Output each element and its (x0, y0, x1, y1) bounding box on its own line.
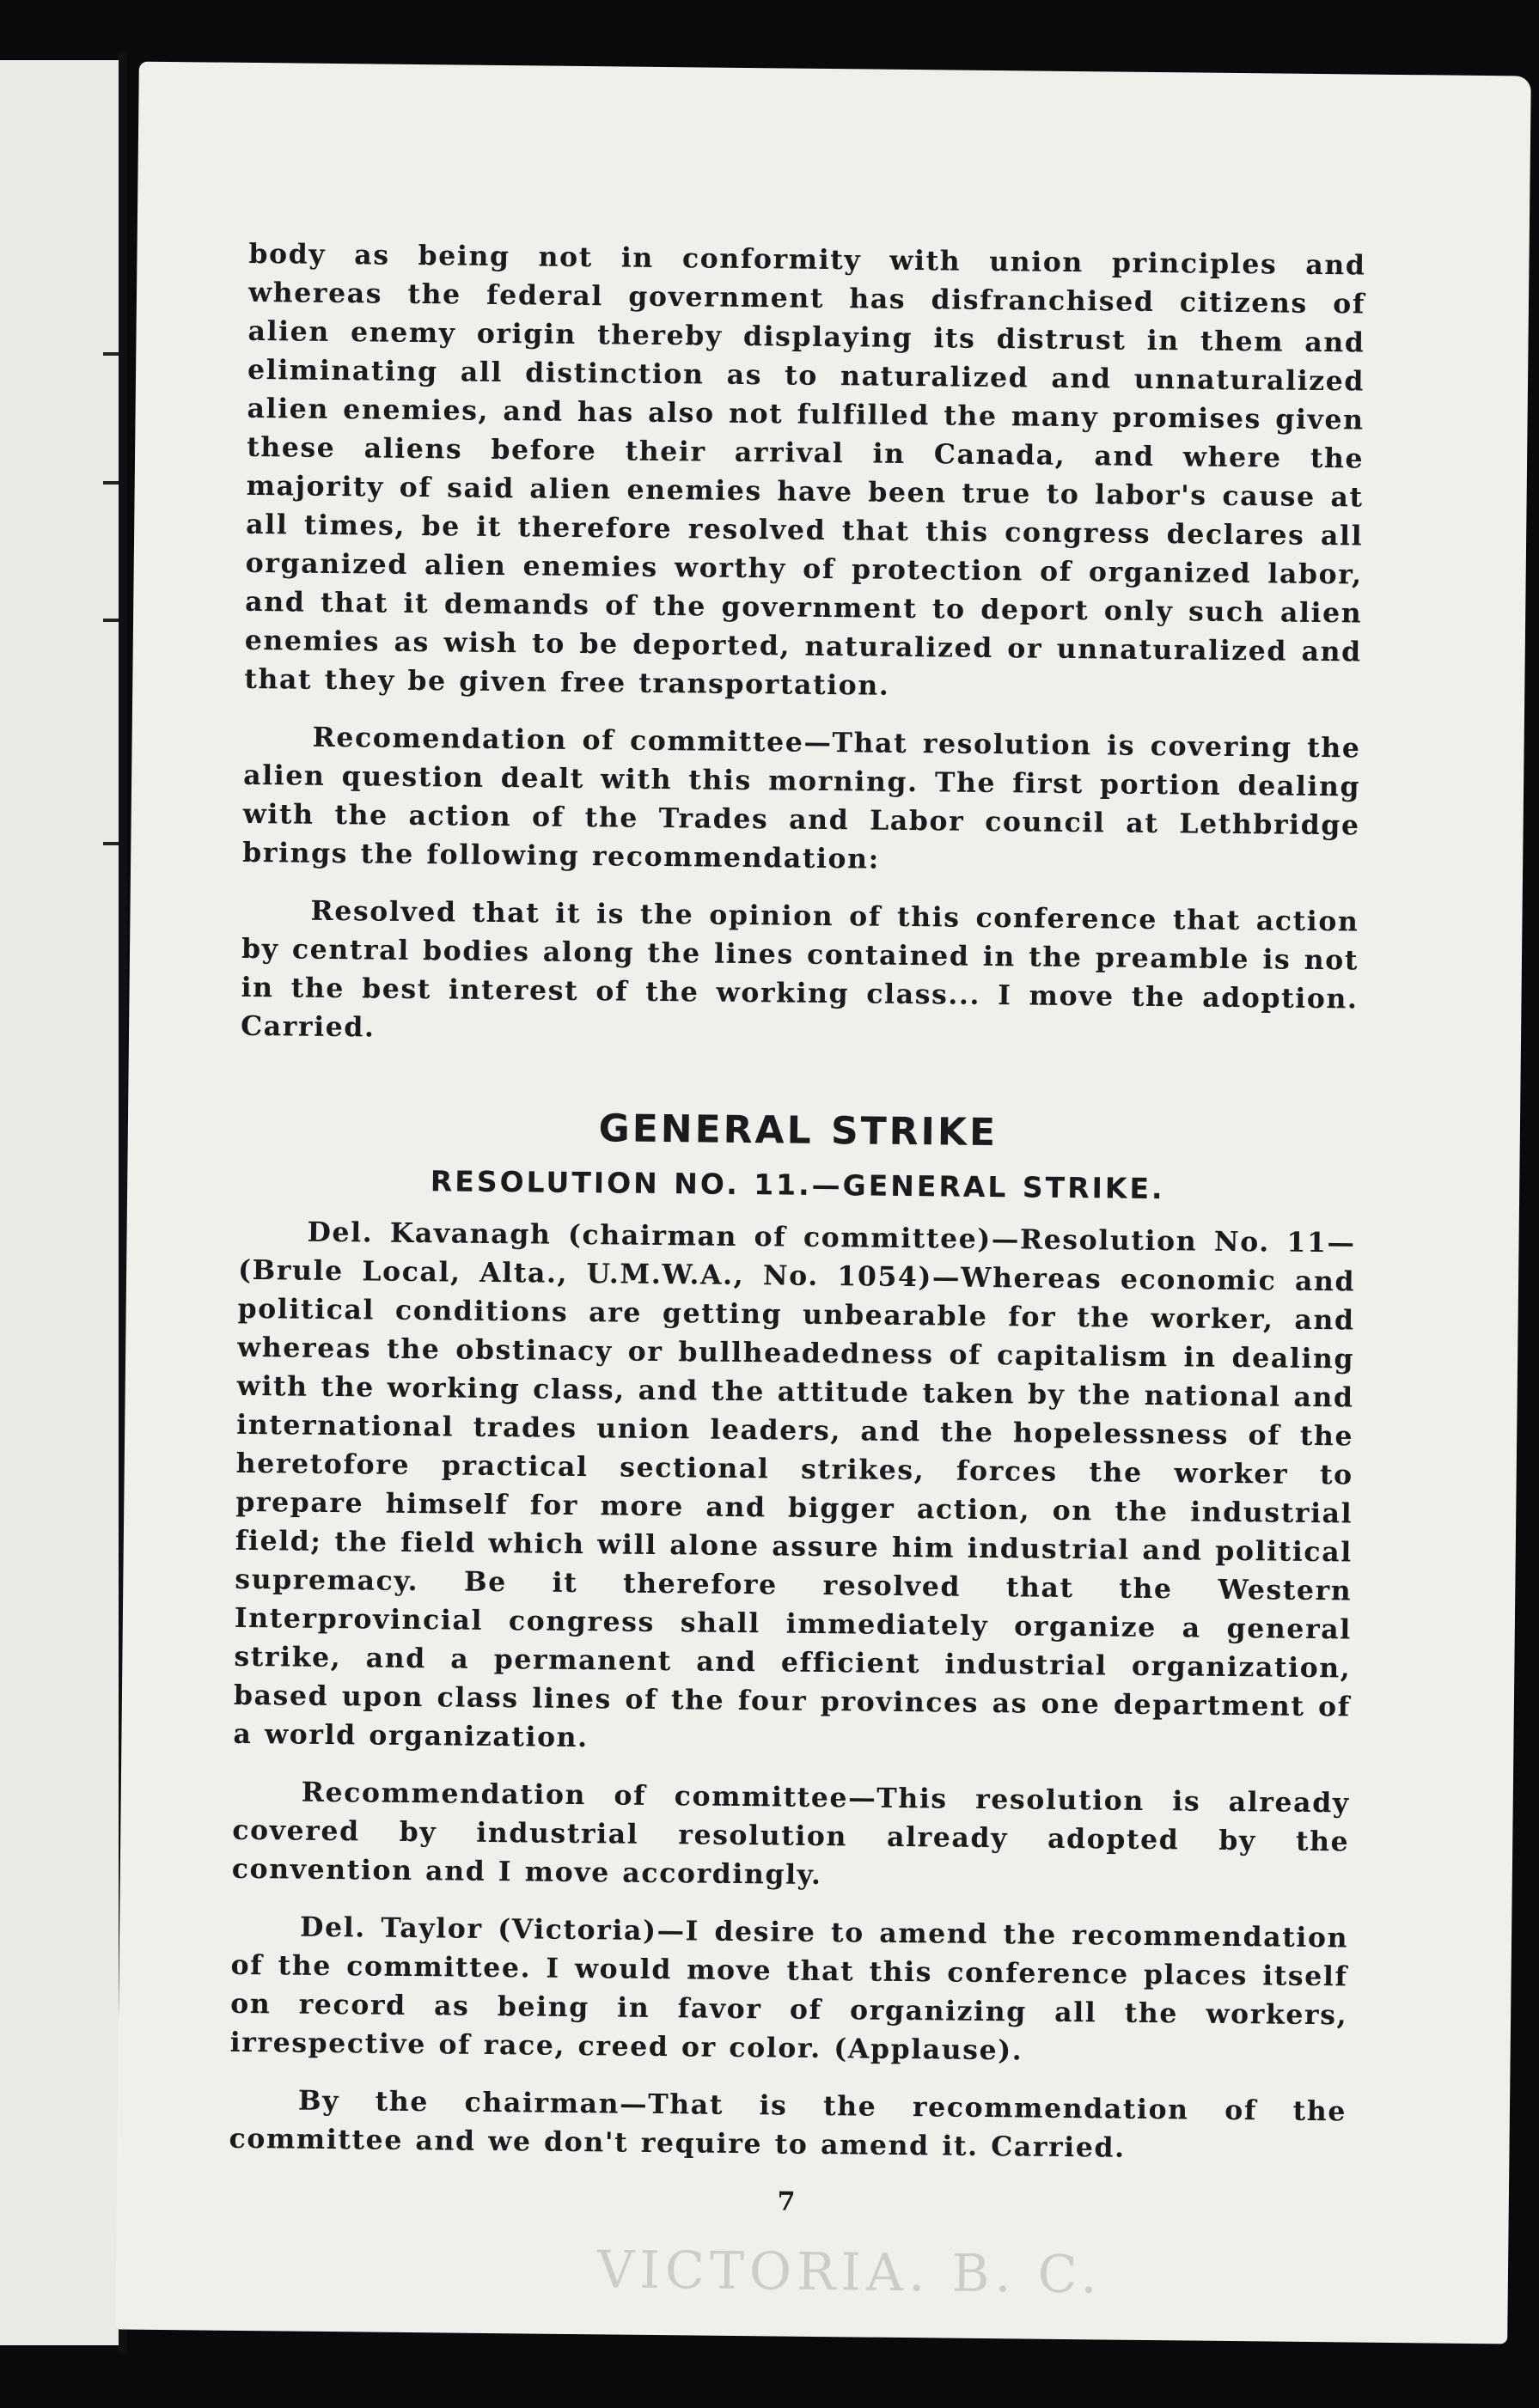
margin-mark (103, 481, 119, 485)
document-page (115, 62, 1531, 2344)
margin-mark (103, 619, 119, 622)
margin-mark (103, 352, 119, 356)
paragraph-continuation: body as being not in conformity with union principles and whereas the federal government has disfranchised citizens of alien enemy origin thereby displaying its distrust in them and eliminating all distinction as to naturalized and unnaturalized alien enemies, and has also not fulfilled the many promises given these aliens before their arrival in Canada, and where the majority of said alien enemies have been true to labor's cause at all times, be it therefore resolved that this congress declares all organized alien enemies worthy of protection of organized labor, and that it demands of the government to deport only such alien enemies as wish to be deported, naturalized or unnaturalized and that they be given free transportation. (244, 237, 1366, 702)
resolution-subheading: RESOLUTION NO. 11.—GENERAL STRIKE. (430, 1164, 1165, 1206)
page-body (229, 235, 1366, 2227)
page-number: 7 (777, 2186, 797, 2217)
previous-page-edge (0, 60, 119, 2345)
paragraph-committee-recommendation: Recomendation of committee—That resolution is covering the alien question dealt with this morning. The first portion dealing with the action of the Trades and Labor council at Lethbridge brings the following recommendation: (242, 721, 1361, 875)
paragraph-chairman: By the chairman—That is the recommendation of the committee and we don't require to amend it. Carried. (229, 2084, 1347, 2164)
paragraph-recommendation: Recommendation of committee—This resolution is already covered by industrial resolution already adopted by the convention and I move accordingly. (231, 1776, 1350, 1892)
library-stamp: VICTORIA. B. C. (596, 2240, 1102, 2306)
paragraph-resolved: Resolved that it is the opinion of this conference that action by central bodies along the lines contained in the preamble is not in the best interest of the working class... I move the adoption. Carried. (240, 894, 1359, 1044)
paragraph-taylor: Del. Taylor (Victoria)—I desire to amend the recommendation of the committee. I would move that this conference places itself on record as being in favor of organizing all the workers, irrespective of race, creed or color. (Applause). (229, 1911, 1349, 2067)
section-heading: GENERAL STRIKE (598, 1106, 999, 1155)
paragraph-kavanagh: Del. Kavanagh (chairman of committee)—Resolution No. 11—(Brule Local, Alta., U.M.W.A., No. 1054)—Whereas economic and political conditions are getting unbearable for the worker, and whereas the obstinacy or bullheadedness of capitalism in dealing with the working class, and the attitude taken by the national and international trades union leaders, and the hopelessness of the heretofore practical sectional strikes, forces the worker to prepare himself for more and bigger action, on the industrial field; the field which will alone assure him industrial and political supremacy. Be it therefore resolved that the Western Interprovincial congress shall immediately organize a general strike, and a permanent and efficient industrial organization, based upon class lines of the four provinces as one department of a world organization. (233, 1216, 1356, 1754)
margin-mark (103, 842, 119, 845)
